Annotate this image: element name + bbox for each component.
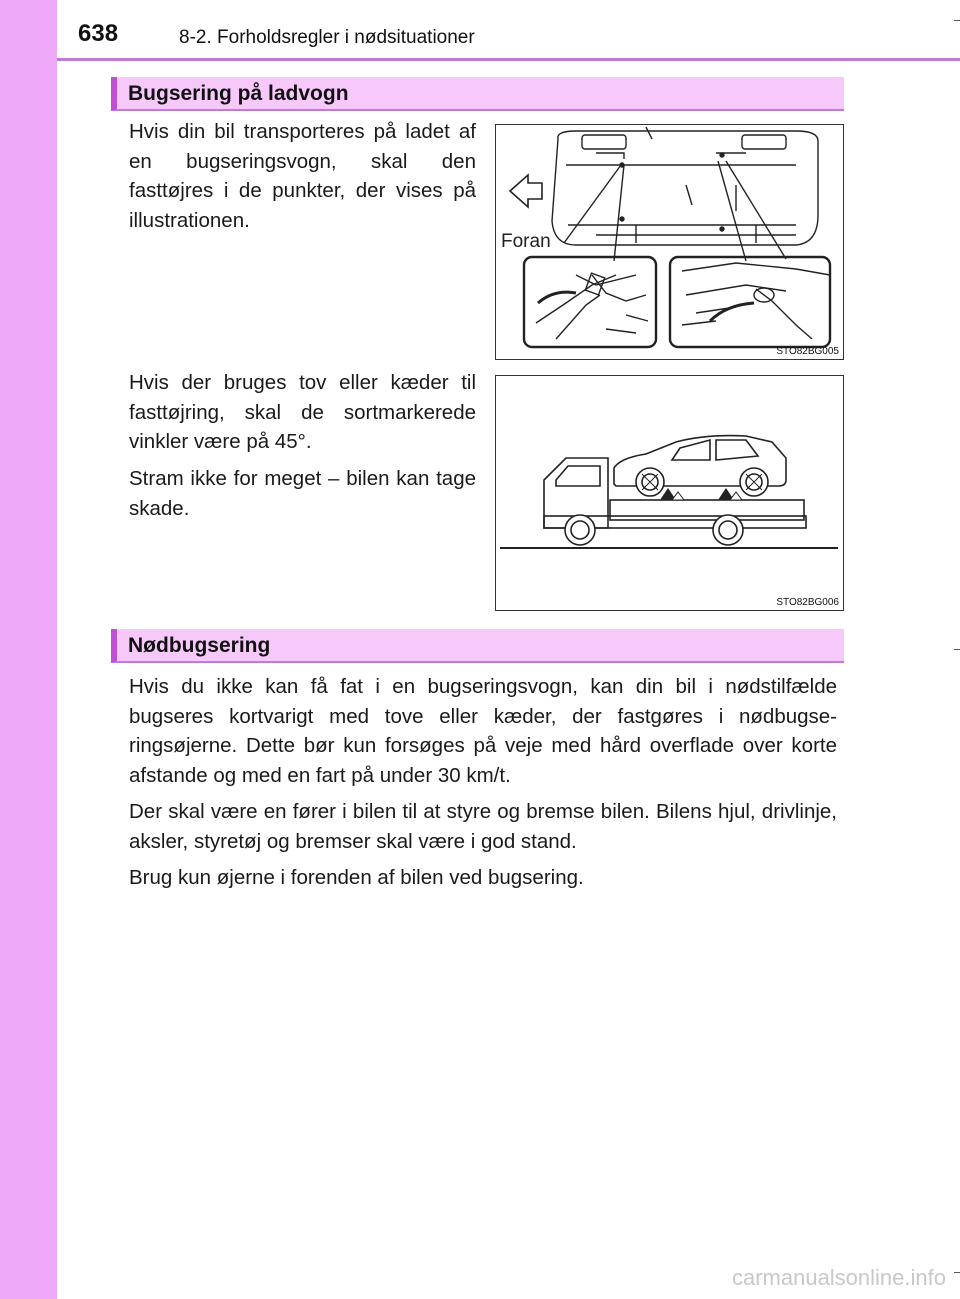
paragraph-do-not-overtighten: Stram ikke for meget – bilen kan tage skade. (129, 467, 476, 520)
section-heading-text: Nødbugsering (128, 634, 271, 657)
figure-code: STO82BG005 (776, 346, 839, 357)
paragraph-front-eyes-only: Brug kun øjerne i forenden af bilen ved bugsering. (129, 866, 584, 889)
section-path: 8-2. Forholdsregler i nødsituationer (179, 27, 475, 48)
side-color-strip (0, 0, 57, 1299)
paragraph-transport: Hvis din bil transporteres på ladet af en bugseringsvogn, skal den fasttøjres i de punkter, der vises på illustrationen. (129, 120, 476, 232)
section-heading-nodbugsering (111, 629, 844, 663)
section-heading-ladvogn (111, 77, 844, 111)
figure-code: STO82BG006 (776, 597, 839, 608)
paragraph-tie-down-angle: Hvis der bruges tov eller kæder til fasttøjring, skal de sortmarkerede vinkler være på 45°. (129, 371, 476, 453)
figure-tie-down-points (495, 124, 844, 360)
figure-flatbed-truck (495, 375, 844, 611)
header-rule (57, 58, 960, 61)
section-heading-text: Bugsering på ladvogn (128, 82, 349, 105)
margin-tick (954, 1272, 960, 1273)
margin-tick (954, 649, 960, 650)
arrow-left-icon (510, 175, 542, 207)
watermark: carmanualsonline.info (731, 1265, 946, 1290)
flatbed-truck-illustration (496, 376, 843, 610)
page-number: 638 (78, 20, 119, 47)
margin-tick (954, 20, 960, 21)
paragraph-driver-required: Der skal være en fører i bilen til at styre og bremse bilen. Bilens hjul, drivlinje, aksler, styretøj og bremser skal være i god stand. (129, 800, 837, 853)
front-label: Foran (501, 231, 551, 252)
paragraph-emergency-towing: Hvis du ikke kan få fat i en bugseringsvogn, kan din bil i nødstilfælde bugseres kortvarigt med tove eller kæder, der fastgøres i nødbugse-ringsøjerne. Dette bør kun forsøges på veje med hård overflade over korte afstande og med en fart på under 30 km/t. (129, 675, 837, 787)
